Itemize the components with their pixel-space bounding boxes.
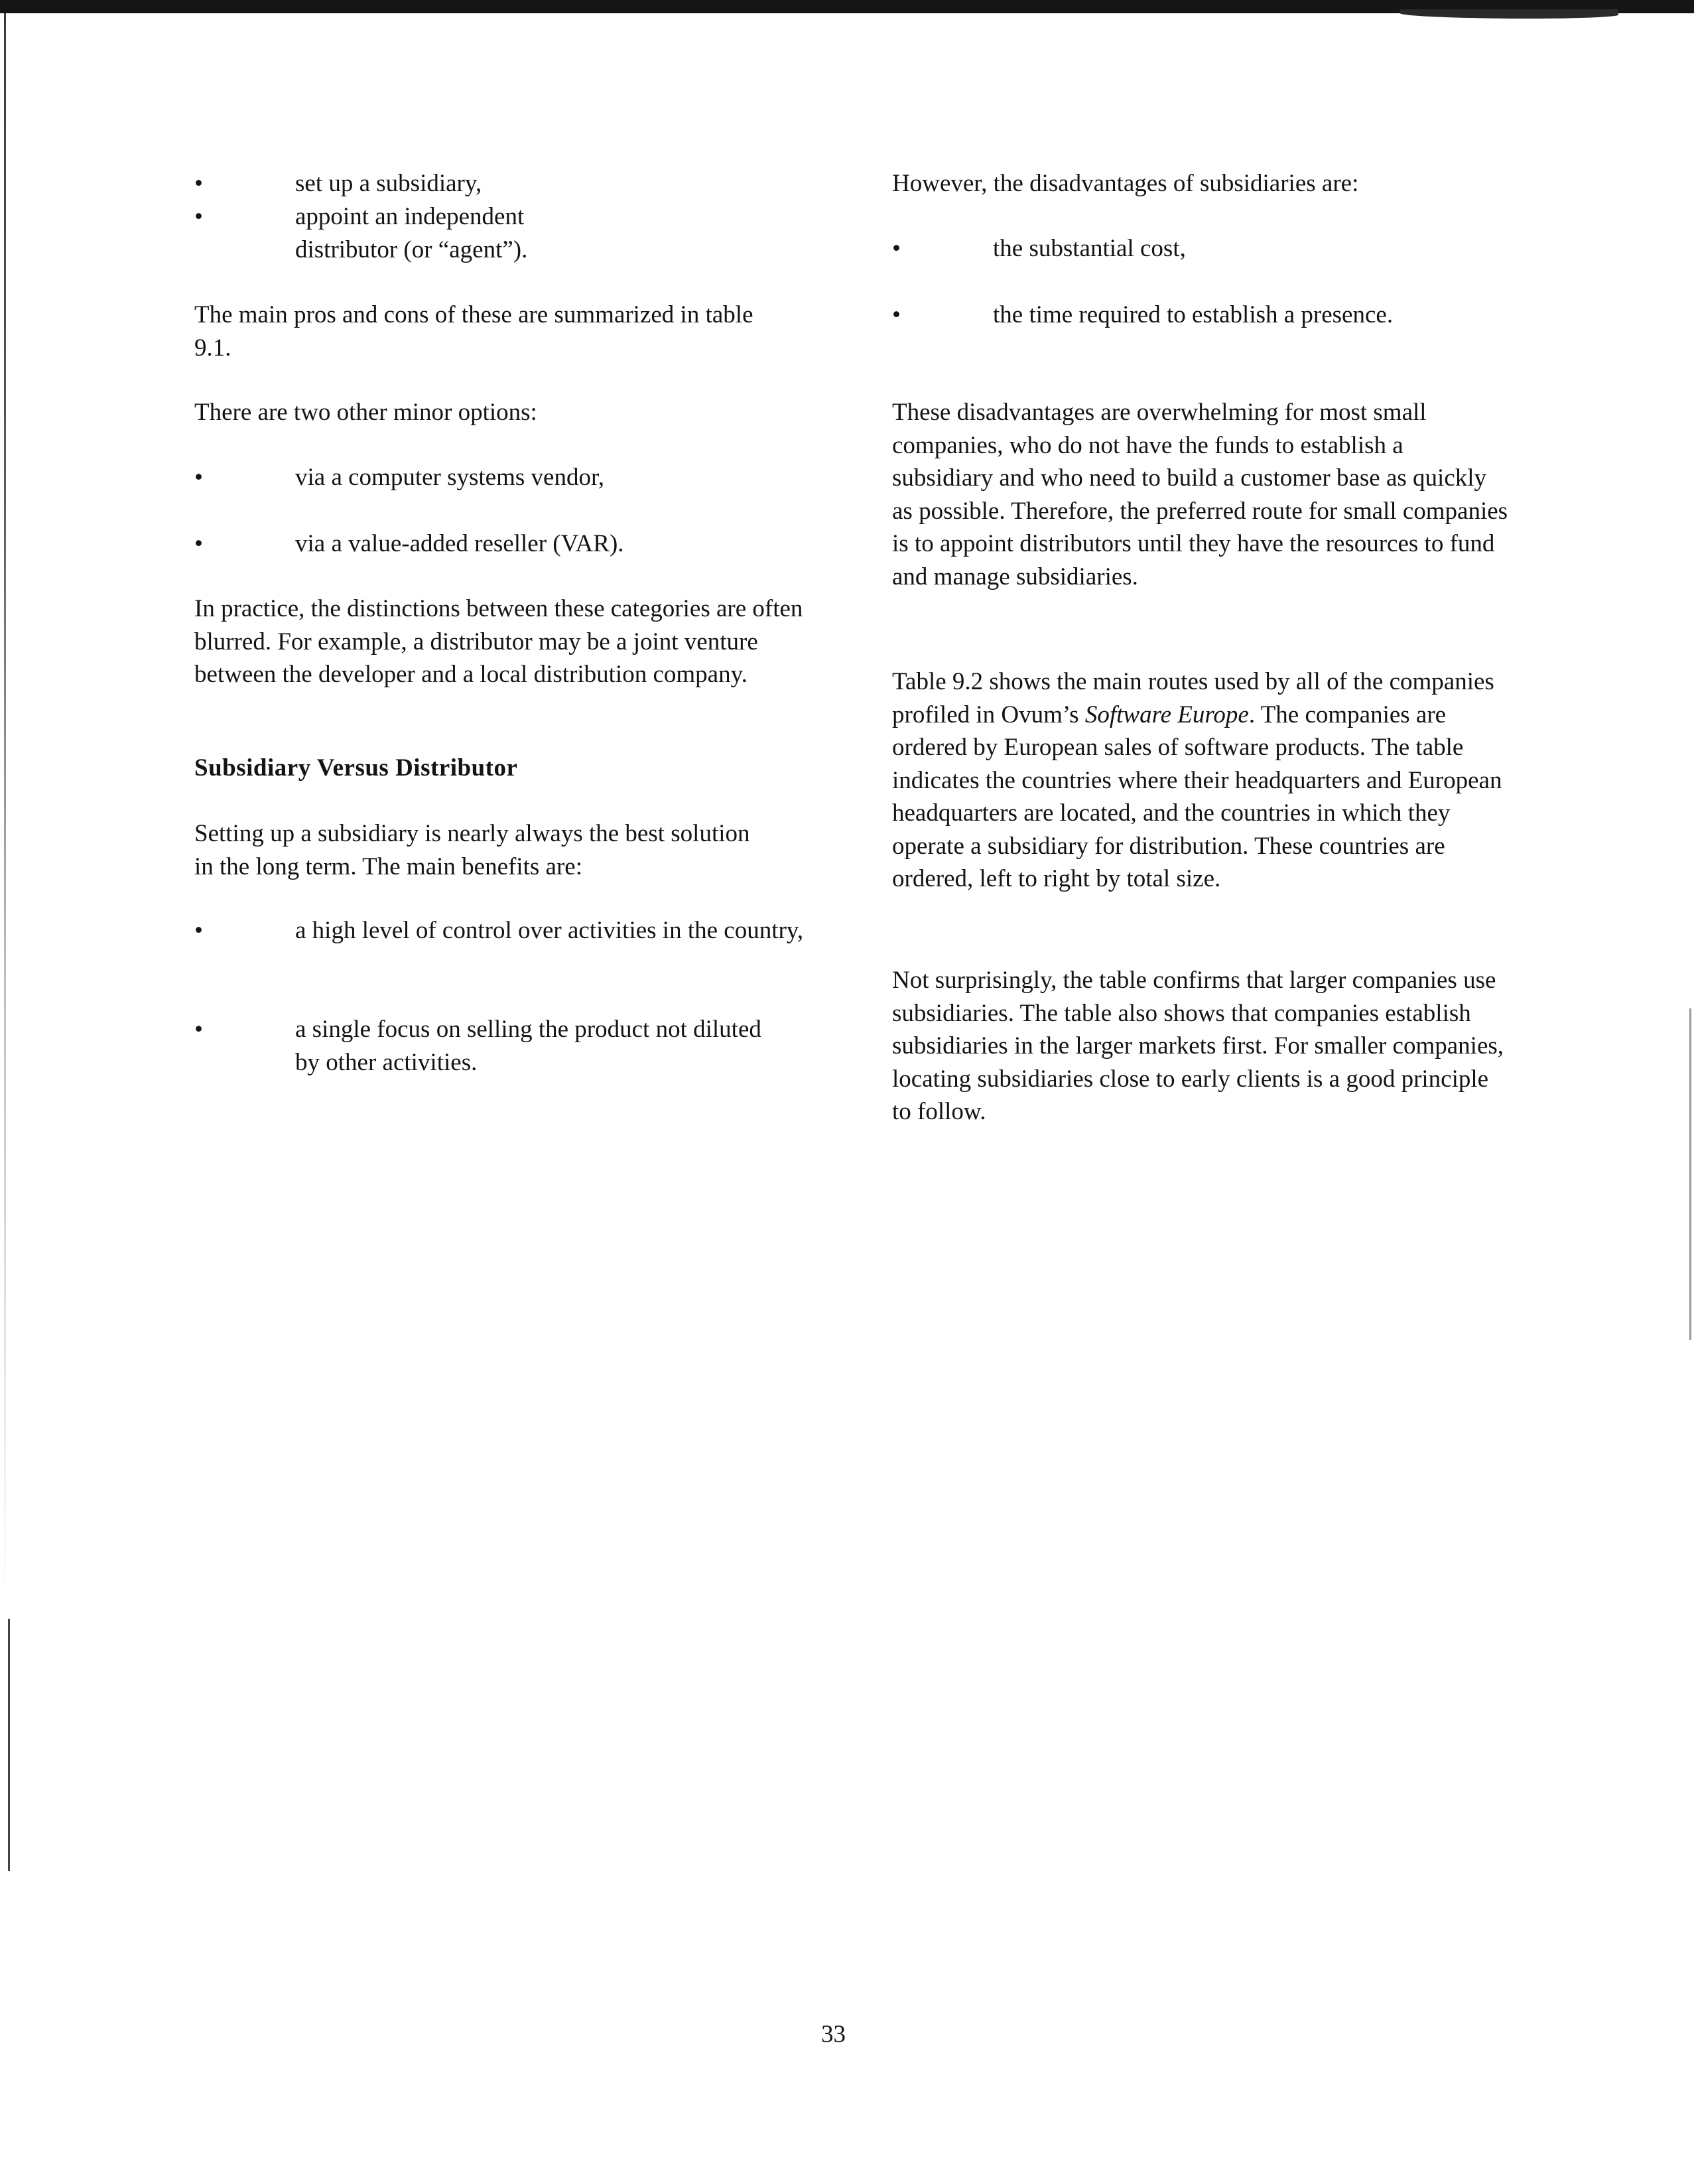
page-number: 33 bbox=[821, 2021, 846, 2048]
list-item bbox=[194, 200, 619, 266]
list-item-text: a single focus on selling the product not diluted by other activities. bbox=[295, 1016, 761, 1076]
paragraph-practice: In practice, the distinctions between these categories are often blurred. For example, a distributor may be a joint venture between the developer and a local distribution company. bbox=[194, 595, 803, 688]
bullet-dot: • bbox=[194, 464, 203, 491]
paragraph-summary: The main pros and cons of these are summarized in table 9.1. bbox=[194, 301, 753, 362]
paragraph-text: Table 9.2 shows the main routes used by all of the companies profiled in Ovum’s bbox=[892, 668, 1494, 728]
bullet-dot: • bbox=[194, 203, 203, 230]
bullet-dot: • bbox=[892, 235, 901, 262]
bullet-dot: • bbox=[892, 301, 901, 328]
paragraph-text: . The companies are ordered by European sales of software products. The table indicates the countries where their headquarters and European headquarters are located, and the countries in which they operate a subsidiary for distribution. These countries are ordered, left to right by total size. bbox=[892, 701, 1502, 892]
bullet-dot: • bbox=[194, 1016, 203, 1043]
paragraph-table-9-2 bbox=[892, 665, 1509, 896]
paragraph-minor-options: There are two other minor options: bbox=[194, 399, 537, 426]
list-item bbox=[194, 914, 805, 947]
list-item bbox=[194, 461, 805, 494]
scan-smudge bbox=[1400, 9, 1618, 19]
list-item-text: via a value-added reseller (VAR). bbox=[295, 530, 624, 557]
list-item bbox=[194, 167, 805, 200]
list-item-text: via a computer systems vendor, bbox=[295, 464, 605, 491]
bullet-dot: • bbox=[194, 530, 203, 557]
scan-right-edge bbox=[1689, 1008, 1691, 1340]
section-heading: Subsidiary Versus Distributor bbox=[194, 754, 518, 782]
list-item-text: the time required to establish a presence. bbox=[993, 301, 1394, 328]
list-item bbox=[892, 232, 1502, 265]
list-item bbox=[194, 1013, 791, 1079]
publication-title: Software Europe bbox=[1084, 701, 1249, 728]
list-item bbox=[194, 527, 805, 561]
paragraph-overwhelming: These disadvantages are overwhelming for most small companies, who do not have the funds to establish a subsidiary and who need to build a customer base as quickly as possible. Therefore, the preferred route for small companies is to appoint distributors until they have the resources to fund and manage subsidiaries. bbox=[892, 399, 1508, 590]
bullet-dot: • bbox=[194, 917, 203, 944]
paragraph-disadvantages-intro: However, the disadvantages of subsidiaries are: bbox=[892, 170, 1359, 197]
list-item bbox=[892, 299, 1502, 332]
list-item-text: set up a subsidiary, bbox=[295, 170, 482, 197]
bullet-dot: • bbox=[194, 170, 203, 197]
paragraph-setting-up: Setting up a subsidiary is nearly always the best solution in the long term. The main benefits are: bbox=[194, 820, 750, 880]
list-item-text: appoint an independent distributor (or “agent”). bbox=[295, 203, 528, 263]
list-item-text: a high level of control over activities in the country, bbox=[295, 917, 804, 944]
paragraph-not-surprisingly: Not surprisingly, the table confirms that larger companies use subsidiaries. The table also shows that companies establish subsidiaries in the larger markets first. For smaller companies, locating subsidiaries close to early clients is a good principle to follow. bbox=[892, 967, 1504, 1125]
scan-left-edge-lower bbox=[8, 1619, 10, 1871]
list-item-text: the substantial cost, bbox=[993, 235, 1186, 262]
scan-left-edge bbox=[4, 13, 6, 1605]
